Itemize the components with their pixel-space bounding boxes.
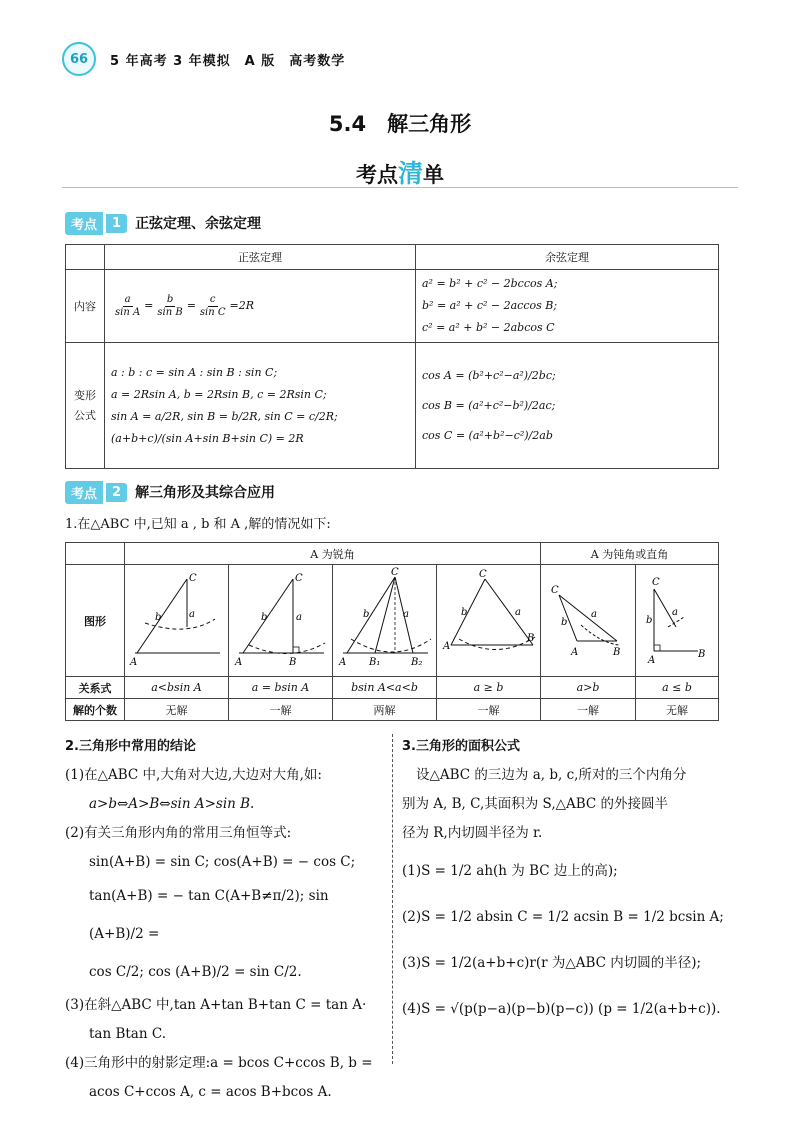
triangle-figure-1 [125, 565, 228, 673]
svg-text:A: A [648, 655, 656, 666]
acute-header: A 为锐角 [125, 543, 541, 565]
svg-text:A: A [130, 657, 138, 668]
figure-case-1 [125, 565, 229, 677]
svg-text:A: A [339, 657, 347, 668]
page-header [62, 42, 345, 76]
relation-2: a = bsin A [229, 677, 333, 699]
svg-text:B: B [613, 647, 621, 658]
col-header-cos: 余弦定理 [416, 245, 719, 270]
section2-title: 解三角形及其综合应用 [135, 485, 276, 501]
figure-case-6 [636, 565, 719, 677]
banner-part2: 单 [423, 163, 444, 187]
relation-1: a<bsin A [125, 677, 229, 699]
solution-2: 一解 [229, 699, 333, 721]
section-title: 5.4 解三角形 [328, 112, 472, 136]
cos-variant-c: cos C = (a²+b²−c²)/2ab [422, 428, 553, 442]
solution-5: 一解 [541, 699, 636, 721]
section2-intro: 1.在△ABC 中,已知 a , b 和 A ,解的情况如下: [65, 517, 331, 532]
cos-law-c: c² = a² + b² − 2abcos C [422, 321, 555, 334]
svg-text:b: b [261, 612, 268, 623]
section1-title: 正弦定理、余弦定理 [135, 216, 262, 232]
svg-text:b: b [646, 615, 653, 626]
svg-text:b: b [461, 607, 468, 618]
triangle-figure-3 [333, 565, 436, 673]
solution-cases-table [65, 542, 719, 721]
right-line-7: (4)S = √(p(p−a)(p−b)(p−c)) (p = 1/2(a+b+c)). [402, 1001, 721, 1017]
cos-variant-b: cos B = (a²+c²−b²)/2ac; [422, 398, 556, 412]
row-label-solutions: 解的个数 [66, 699, 125, 721]
row-label-relation: 关系式 [66, 677, 125, 699]
solution-3: 两解 [333, 699, 437, 721]
triangle-figure-6 [636, 565, 718, 673]
cos-content-cell [416, 270, 719, 343]
svg-text:b: b [561, 617, 568, 628]
row-label-content: 内容 [66, 270, 105, 343]
sine-variant-3: sin A = a/2R, sin B = b/2R, sin C = c/2R; [111, 409, 338, 423]
figure-case-3 [333, 565, 437, 677]
solution-1: 无解 [125, 699, 229, 721]
col-header-sine: 正弦定理 [105, 245, 416, 270]
svg-text:C: C [652, 577, 660, 588]
svg-text:B: B [698, 649, 706, 660]
right-line-2: 别为 A, B, C,其面积为 S,△ABC 的外接圆半 [402, 796, 669, 812]
row-label-variants: 变形公式 [66, 343, 105, 469]
theorem-table [65, 244, 719, 469]
corner-cell [66, 245, 105, 270]
banner-part1: 考点 [355, 163, 398, 187]
svg-text:a: a [515, 607, 521, 618]
left-column [65, 732, 383, 1107]
left-line-1: (1)在△ABC 中,大角对大边,大边对大角,如: [65, 767, 322, 783]
banner-divider [62, 187, 738, 188]
svg-text:A: A [235, 657, 243, 668]
triangle-figure-5 [541, 565, 635, 673]
left-line-9: (4)三角形中的射影定理:a = bcos C+ccos B, b = [65, 1055, 373, 1071]
left-line-8: tan Btan C. [89, 1026, 166, 1042]
cos-law-b: b² = a² + c² − 2accos B; [422, 299, 558, 312]
right-line-3: 径为 R,内切圆半径为 r. [402, 825, 543, 841]
svg-text:C: C [391, 567, 399, 578]
svg-text:C: C [295, 573, 303, 584]
solution-4: 一解 [437, 699, 541, 721]
svg-text:C: C [551, 585, 559, 596]
sine-variant-2: a = 2Rsin A, b = 2Rsin B, c = 2Rsin C; [111, 387, 327, 401]
svg-text:A: A [571, 647, 579, 658]
left-line-10: acos C+ccos A, c = acos B+bcos A. [89, 1084, 332, 1100]
svg-text:A: A [443, 641, 451, 652]
sine-law: $\frac{a}{\text{sin A}}$ = $\frac{b}{\text{sin B}}$ = $\frac{c}{\text{sin C}}$ =2R [115, 293, 255, 318]
cos-law-a: a² = b² + c² − 2bccos A; [422, 277, 558, 290]
svg-text:a: a [296, 612, 302, 623]
triangle-figure-4 [437, 565, 540, 673]
svg-text:b: b [363, 609, 370, 620]
tag-number: 2 [106, 483, 127, 502]
section1-tag [65, 212, 261, 234]
left-line-3: (2)有关三角形内角的常用三角恒等式: [65, 825, 292, 841]
tag-label: 考点 [65, 481, 103, 504]
relation-3: bsin A<a<b [333, 677, 437, 699]
sine-content-cell [105, 270, 416, 343]
left-line-2: a>b⇔A>B⇔sin A>sin B. [89, 796, 255, 812]
banner-highlight: 清 [397, 159, 423, 188]
svg-text:B₁: B₁ [369, 657, 381, 668]
svg-text:B₂: B₂ [411, 657, 423, 668]
relation-4: a ≥ b [437, 677, 541, 699]
left-heading: 2.三角形中常用的结论 [65, 739, 196, 754]
section2-tag [65, 481, 275, 503]
solution-6: 无解 [636, 699, 719, 721]
right-line-5: (2)S = 1/2 absin C = 1/2 acsin B = 1/2 bcsin A; [402, 909, 724, 925]
svg-text:C: C [479, 569, 487, 580]
relation-5: a>b [541, 677, 636, 699]
book-title: 5 年高考 3 年模拟 A 版 高考数学 [110, 53, 346, 69]
figure-case-4 [437, 565, 541, 677]
column-divider [392, 734, 393, 1064]
tag-number: 1 [106, 214, 127, 233]
left-line-7: (3)在斜△ABC 中,tan A+tan B+tan C = tan A· [65, 997, 367, 1013]
svg-text:a: a [672, 607, 678, 618]
tag-label: 考点 [65, 212, 103, 235]
left-line-6: cos C/2; cos (A+B)/2 = sin C/2. [89, 964, 302, 980]
relation-6: a ≤ b [636, 677, 719, 699]
sine-variant-1: a : b : c = sin A : sin B : sin C; [111, 365, 278, 379]
svg-text:b: b [155, 612, 162, 623]
figure-case-2 [229, 565, 333, 677]
svg-text:a: a [189, 609, 195, 620]
right-line-4: (1)S = 1/2 ah(h 为 BC 边上的高); [402, 863, 618, 879]
left-line-5: tan(A+B) = − tan C(A+B≠π/2); sin (A+B)/2 = [89, 888, 329, 942]
triangle-figure-2 [229, 565, 332, 673]
svg-text:C: C [189, 573, 197, 584]
svg-text:B: B [527, 633, 535, 644]
banner [0, 154, 800, 190]
cos-variant-a: cos A = (b²+c²−a²)/2bc; [422, 368, 556, 382]
sine-variant-4: (a+b+c)/(sin A+sin B+sin C) = 2R [111, 431, 304, 445]
right-line-6: (3)S = 1/2(a+b+c)r(r 为△ABC 内切圆的半径); [402, 955, 702, 971]
svg-text:B: B [289, 657, 297, 668]
right-heading: 3.三角形的面积公式 [402, 739, 520, 754]
sine-eq: =2R [229, 299, 255, 312]
svg-text:a: a [403, 609, 409, 620]
left-line-4: sin(A+B) = sin C; cos(A+B) = − cos C; [89, 854, 356, 870]
right-column [402, 732, 727, 1032]
row-label-figure: 图形 [66, 565, 125, 677]
figure-case-5 [541, 565, 636, 677]
right-line-1: 设△ABC 的三边为 a, b, c,所对的三个内角分 [416, 767, 687, 783]
corner-cell [66, 543, 125, 565]
cos-variants-cell [416, 343, 719, 469]
sine-variants-cell [105, 343, 416, 469]
obtuse-header: A 为钝角或直角 [541, 543, 719, 565]
svg-text:a: a [591, 609, 597, 620]
page-number: 66 [62, 42, 96, 76]
